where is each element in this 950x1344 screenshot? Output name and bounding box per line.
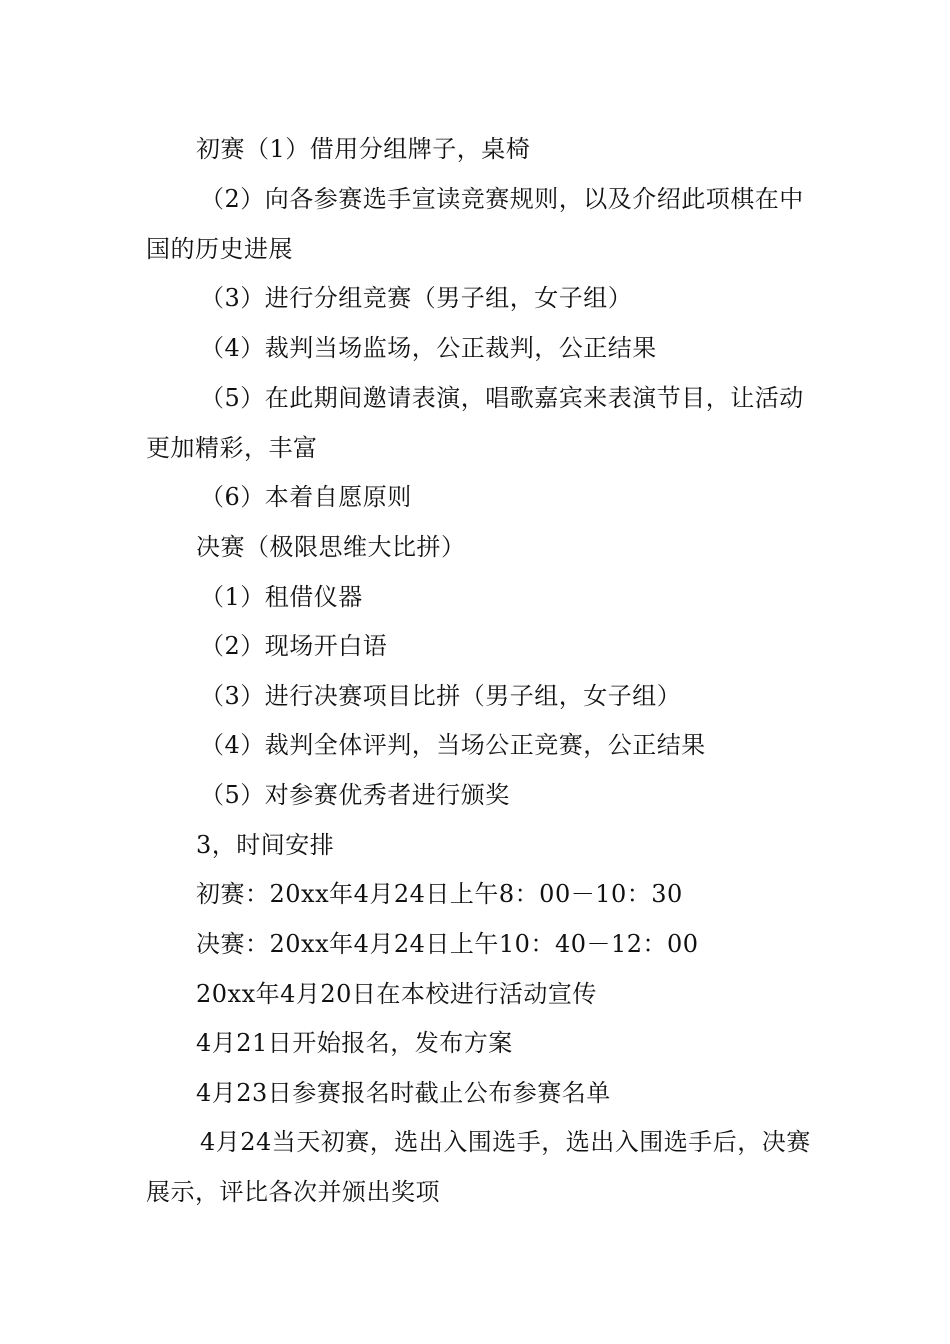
paragraph-schedule-registration: 4月21日开始报名，发布方案 [196,1029,513,1057]
paragraph-final-item-4: （4）裁判全体评判，当场公正竞赛，公正结果 [200,731,706,759]
paragraph-schedule-promotion: 20xx年4月20日在本校进行活动宣传 [196,980,597,1008]
paragraph-final-item-3: （3）进行决赛项目比拼（男子组，女子组） [200,682,682,710]
paragraph-preliminary-item-2: （2）向各参赛选手宣读竞赛规则，以及介绍此项棋在中国的历史进展 [146,185,804,263]
paragraph-preliminary-item-5: （5）在此期间邀请表演，唱歌嘉宾来表演节目，让活动更加精彩，丰富 [146,384,804,462]
paragraph-final-heading: 决赛（极限思维大比拼） [196,533,466,561]
paragraph-schedule-final: 决赛：20xx年4月24日上午10：40－12：00 [196,930,699,958]
paragraph-preliminary-item-1: 初赛（1）借用分组牌子，桌椅 [196,135,531,163]
paragraph-preliminary-item-4: （4）裁判当场监场，公正裁判，公正结果 [200,334,657,362]
paragraph-preliminary-item-6: （6）本着自愿原则 [200,483,412,511]
paragraph-schedule-preliminary: 初赛：20xx年4月24日上午8：00－10：30 [196,880,683,908]
paragraph-final-item-2: （2）现场开白语 [200,632,388,660]
paragraph-final-item-1: （1）租借仪器 [200,583,363,611]
paragraph-preliminary-item-3: （3）进行分组竞赛（男子组，女子组） [200,284,633,312]
paragraph-schedule-competition-day: 4月24当天初赛，选出入围选手，选出入围选手后，决赛展示，评比各次并颁出奖项 [146,1128,811,1206]
paragraph-schedule-deadline: 4月23日参赛报名时截止公布参赛名单 [196,1079,611,1107]
paragraph-schedule-heading: 3，时间安排 [196,831,335,859]
paragraph-final-item-5: （5）对参赛优秀者进行颁奖 [200,781,510,809]
